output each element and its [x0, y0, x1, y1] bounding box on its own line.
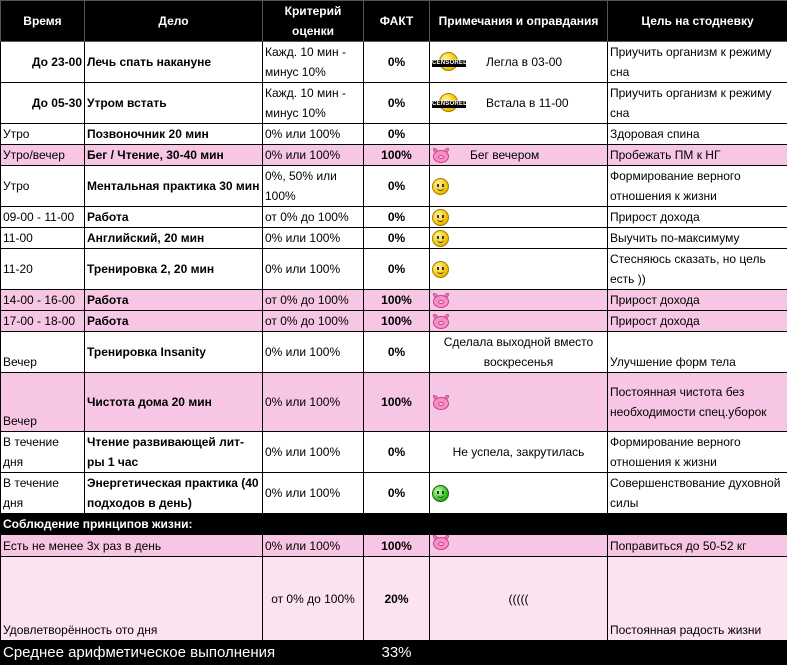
row-task: Ментальная практика 30 мин: [85, 166, 263, 207]
row-time: 11-00: [1, 228, 85, 249]
row-note-text: Не успела, закрутилась: [453, 442, 585, 462]
table-row: [1, 228, 787, 249]
row-note: [430, 83, 608, 124]
row-task: Работа: [85, 311, 263, 332]
satisfaction-fact: 20%: [364, 557, 430, 641]
pig-icon: [432, 148, 450, 163]
section-title: Соблюдение принципов жизни:: [1, 514, 787, 535]
row-task: Работа: [85, 290, 263, 311]
row-time: До 23-00: [1, 42, 85, 83]
row-time: 09-00 - 11-00: [1, 207, 85, 228]
header-row: [1, 1, 787, 42]
row-time: В течение дня: [1, 432, 85, 473]
row-fact: 0%: [364, 83, 430, 124]
smiley-icon: [432, 261, 449, 278]
green-smiley-icon: [432, 485, 449, 502]
row-criteria: 0% или 100%: [263, 145, 364, 166]
satisfaction-criteria: от 0% до 100%: [263, 557, 364, 641]
row-time: Утро/вечер: [1, 145, 85, 166]
censored-smiley-icon: [432, 52, 466, 72]
header-goal: Цель на стодневку: [608, 1, 787, 42]
row-fact: 0%: [364, 473, 430, 514]
satisfaction-note: (((((: [430, 557, 608, 641]
smiley-icon: [432, 209, 449, 226]
row-goal: Формирование верного отношения к жизни: [608, 432, 787, 473]
row-note: [430, 311, 608, 332]
row-note: [430, 42, 608, 83]
row-note: [430, 207, 608, 228]
header-criteria-line2: оценки: [265, 21, 361, 41]
row-note-text: Сделала выходной вместо воскресенья: [432, 332, 605, 372]
table-row: [1, 332, 787, 373]
row-fact: 100%: [364, 145, 430, 166]
row-note: [430, 249, 608, 290]
row-time: В течение дня: [1, 473, 85, 514]
row-fact: 0%: [364, 432, 430, 473]
pig-icon: [432, 395, 450, 410]
row-goal: Формирование верного отношения к жизни: [608, 166, 787, 207]
row-fact: 0%: [364, 249, 430, 290]
row-goal: Выучить по-максимуму: [608, 228, 787, 249]
header-criteria-line1: Критерий: [265, 1, 361, 21]
row-task: Чтение развивающей лит-ры 1 час: [85, 432, 263, 473]
row-task: Английский, 20 мин: [85, 228, 263, 249]
row-criteria: 0% или 100%: [263, 373, 364, 432]
row-note: [430, 124, 608, 145]
table-row: [1, 473, 787, 514]
row-task: Позвоночник 20 мин: [85, 124, 263, 145]
satisfaction-label: Удовлетворённость ото дня: [1, 557, 263, 641]
row-task: Энергетическая практика (40 подходов в день): [85, 473, 263, 514]
section-row: [1, 514, 787, 535]
table-row: [1, 373, 787, 432]
table-row: [1, 311, 787, 332]
row-goal: Стесняюсь сказать, но цель есть )): [608, 249, 787, 290]
row-note: [430, 332, 608, 373]
summary-label: Среднее арифметическое выполнения: [1, 641, 364, 665]
table-row: [1, 207, 787, 228]
row-note-text: Встала в 11-00: [486, 93, 569, 113]
row-note: [430, 166, 608, 207]
row-criteria: Кажд. 10 мин - минус 10%: [263, 42, 364, 83]
pig-icon: [432, 293, 450, 308]
censored-bar-text: CENSORED: [432, 101, 466, 108]
smiley-icon: [432, 178, 449, 195]
table-row: [1, 145, 787, 166]
row-fact: 0%: [364, 332, 430, 373]
censored-bar-text: CENSORED: [432, 60, 466, 67]
pig-icon: [432, 535, 450, 550]
row-task: Лечь спать накануне: [85, 42, 263, 83]
censored-smiley-icon: [432, 93, 466, 113]
row-time: Вечер: [1, 332, 85, 373]
header-time: Время: [1, 1, 85, 42]
row-criteria: Кажд. 10 мин - минус 10%: [263, 83, 364, 124]
smiley-icon: [432, 230, 449, 247]
row-criteria: 0% или 100%: [263, 124, 364, 145]
summary-value: 33%: [364, 641, 430, 665]
principle-label: Есть не менее 3х раз в день: [1, 535, 263, 557]
principle-row: [1, 535, 787, 557]
row-time: Вечер: [1, 373, 85, 432]
row-goal: Прирост дохода: [608, 207, 787, 228]
table-row: [1, 166, 787, 207]
row-time: 17-00 - 18-00: [1, 311, 85, 332]
row-note: [430, 228, 608, 249]
row-criteria: от 0% до 100%: [263, 311, 364, 332]
row-goal: Улучшение форм тела: [608, 332, 787, 373]
row-fact: 100%: [364, 311, 430, 332]
row-time: До 05-30: [1, 83, 85, 124]
row-criteria: 0%, 50% или 100%: [263, 166, 364, 207]
row-goal: Приучить организм к режиму сна: [608, 83, 787, 124]
row-criteria: от 0% до 100%: [263, 207, 364, 228]
table-row: [1, 290, 787, 311]
header-task: Дело: [85, 1, 263, 42]
row-criteria: 0% или 100%: [263, 332, 364, 373]
row-goal: Пробежать ПМ к НГ: [608, 145, 787, 166]
row-note-text: Легла в 03-00: [486, 52, 562, 72]
row-task: Чистота дома 20 мин: [85, 373, 263, 432]
principle-note: [430, 535, 608, 557]
row-time: 11-20: [1, 249, 85, 290]
header-fact: ФАКТ: [364, 1, 430, 42]
principle-criteria: 0% или 100%: [263, 535, 364, 557]
pig-icon: [432, 314, 450, 329]
table-row: [1, 42, 787, 83]
row-criteria: 0% или 100%: [263, 249, 364, 290]
table-row: [1, 83, 787, 124]
table-row: [1, 249, 787, 290]
row-time: Утро: [1, 166, 85, 207]
row-criteria: 0% или 100%: [263, 228, 364, 249]
row-note: [430, 432, 608, 473]
header-notes: Примечания и оправдания: [430, 1, 608, 42]
table-row: [1, 432, 787, 473]
principle-goal: Поправиться до 50-52 кг: [608, 535, 787, 557]
row-task: Работа: [85, 207, 263, 228]
row-fact: 100%: [364, 373, 430, 432]
row-goal: Прирост дохода: [608, 290, 787, 311]
row-goal: Совершенствование духовной силы: [608, 473, 787, 514]
row-fact: 0%: [364, 228, 430, 249]
header-criteria: [263, 1, 364, 42]
row-time: Утро: [1, 124, 85, 145]
row-note-text: Бег вечером: [470, 145, 539, 165]
row-note: [430, 473, 608, 514]
row-task: Бег / Чтение, 30-40 мин: [85, 145, 263, 166]
table-row: [1, 124, 787, 145]
satisfaction-row: [1, 557, 787, 641]
row-criteria: 0% или 100%: [263, 432, 364, 473]
row-criteria: 0% или 100%: [263, 473, 364, 514]
satisfaction-goal: Постоянная радость жизни: [608, 557, 787, 641]
principle-fact: 100%: [364, 535, 430, 557]
row-goal: Приучить организм к режиму сна: [608, 42, 787, 83]
row-goal: Прирост дохода: [608, 311, 787, 332]
row-task: Утром встать: [85, 83, 263, 124]
row-goal: Постоянная чистота без необходимости спец.уборок: [608, 373, 787, 432]
row-fact: 0%: [364, 207, 430, 228]
row-fact: 0%: [364, 42, 430, 83]
row-note: [430, 373, 608, 432]
row-task: Тренировка Insanity: [85, 332, 263, 373]
row-time: 14-00 - 16-00: [1, 290, 85, 311]
row-goal: Здоровая спина: [608, 124, 787, 145]
row-fact: 0%: [364, 124, 430, 145]
row-fact: 100%: [364, 290, 430, 311]
row-fact: 0%: [364, 166, 430, 207]
row-task: Тренировка 2, 20 мин: [85, 249, 263, 290]
row-note: [430, 145, 608, 166]
row-note: [430, 290, 608, 311]
row-criteria: от 0% до 100%: [263, 290, 364, 311]
